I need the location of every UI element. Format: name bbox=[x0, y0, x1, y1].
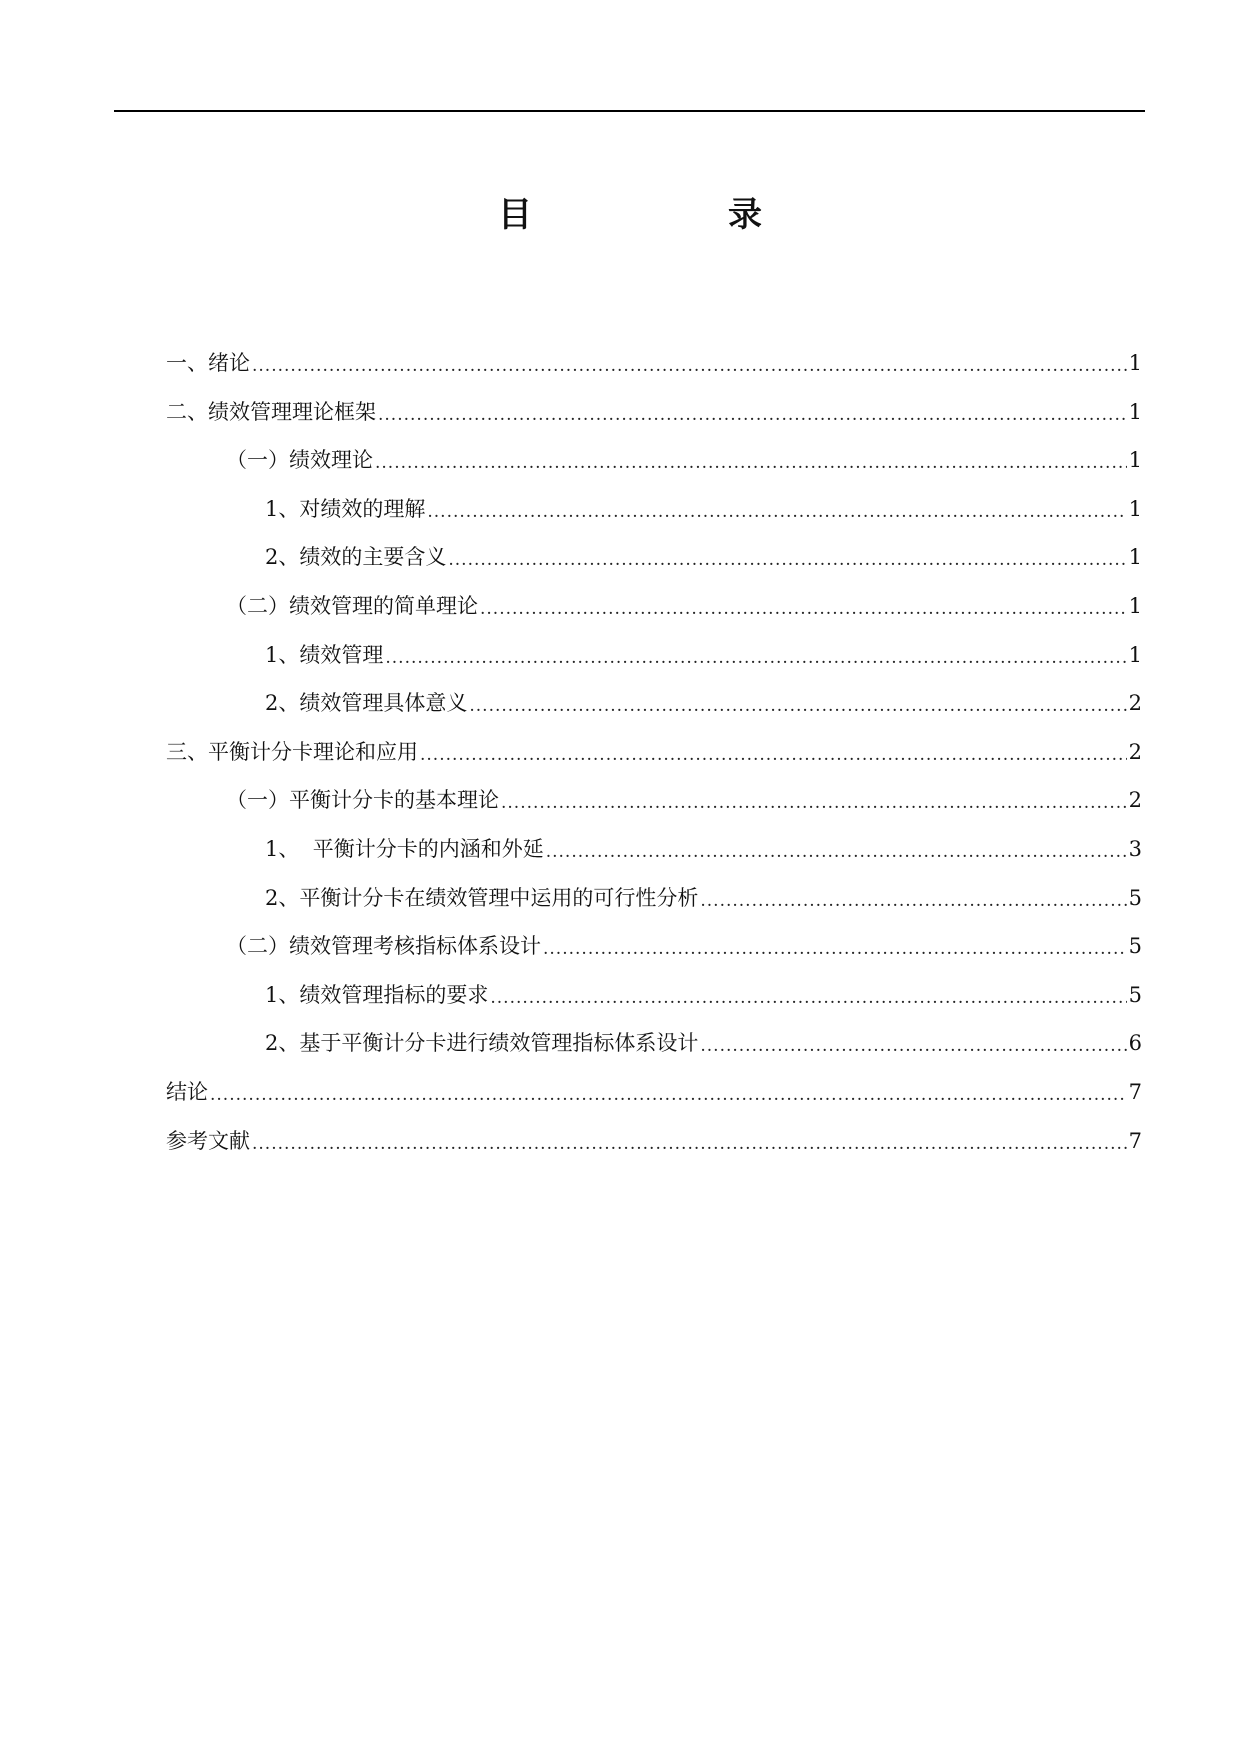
toc-dot-leader bbox=[700, 883, 1126, 913]
toc-entry-references[interactable] bbox=[166, 1124, 1142, 1156]
toc-dot-leader bbox=[480, 591, 1127, 621]
toc-page-number: 2 bbox=[1128, 691, 1142, 716]
toc-entry-label: 三、平衡计分卡理论和应用 bbox=[166, 739, 418, 764]
toc-page-number: 1 bbox=[1128, 448, 1142, 473]
toc-entry-scorecard-basic-theory[interactable] bbox=[226, 783, 1142, 815]
toc-entry-label: 二、绩效管理理论框架 bbox=[166, 399, 376, 424]
toc-entry-label: 2、平衡计分卡在绩效管理中运用的可行性分析 bbox=[265, 885, 699, 910]
toc-entry-indicator-requirements[interactable] bbox=[265, 978, 1142, 1010]
toc-dot-leader bbox=[210, 1077, 1127, 1107]
toc-entry-performance-framework[interactable] bbox=[166, 395, 1142, 427]
toc-entry-indicator-system-design[interactable] bbox=[226, 929, 1142, 961]
toc-entry-management-theory[interactable] bbox=[226, 589, 1142, 621]
toc-page-number: 3 bbox=[1128, 837, 1142, 861]
toc-entry-label: （一）平衡计分卡的基本理论 bbox=[226, 788, 499, 813]
toc-entry-label: （二）绩效管理的简单理论 bbox=[226, 594, 478, 618]
toc-entry-introduction[interactable] bbox=[166, 346, 1142, 378]
toc-entry-label: （一）绩效理论 bbox=[226, 448, 373, 473]
toc-entry-scorecard-indicator-design[interactable] bbox=[265, 1026, 1142, 1058]
toc-dot-leader bbox=[378, 397, 1127, 427]
toc-page-number: 1 bbox=[1128, 496, 1142, 521]
toc-dot-leader bbox=[501, 785, 1127, 815]
toc-dot-leader bbox=[427, 494, 1126, 524]
toc-dot-leader bbox=[543, 931, 1127, 961]
toc-page-number: 1 bbox=[1128, 545, 1142, 570]
toc-entry-performance-management[interactable] bbox=[265, 638, 1142, 670]
toc-entry-label: 参考文献 bbox=[166, 1128, 250, 1153]
toc-dot-leader bbox=[252, 1126, 1127, 1156]
toc-entry-understanding-performance[interactable] bbox=[265, 492, 1142, 524]
toc-entry-management-significance[interactable] bbox=[265, 686, 1142, 718]
toc-page-number: 5 bbox=[1128, 885, 1142, 910]
toc-page-number: 6 bbox=[1128, 1031, 1142, 1056]
toc-dot-leader bbox=[252, 348, 1127, 378]
toc-entry-label: 1、绩效管理指标的要求 bbox=[265, 982, 489, 1007]
toc-title-char-2: 录 bbox=[728, 195, 762, 235]
toc-entry-performance-meaning[interactable] bbox=[265, 540, 1142, 572]
toc-dot-leader bbox=[375, 445, 1127, 475]
toc-page-number: 2 bbox=[1128, 788, 1142, 813]
toc-entry-label: 2、基于平衡计分卡进行绩效管理指标体系设计 bbox=[265, 1031, 699, 1056]
toc-page-number: 7 bbox=[1128, 1128, 1142, 1153]
toc-entry-label: 1、绩效管理 bbox=[265, 642, 384, 667]
toc-dot-leader bbox=[420, 737, 1127, 767]
toc-page-number: 1 bbox=[1128, 399, 1142, 424]
toc-dot-leader bbox=[546, 834, 1127, 864]
toc-dot-leader bbox=[448, 542, 1126, 572]
toc-entry-label: 2、绩效管理具体意义 bbox=[265, 691, 468, 716]
toc-dot-leader bbox=[469, 688, 1126, 718]
toc-entry-label: 2、绩效的主要含义 bbox=[265, 545, 447, 570]
toc-entry-label: 一、绪论 bbox=[166, 351, 250, 375]
toc-page-number: 7 bbox=[1128, 1080, 1142, 1104]
toc-dot-leader bbox=[490, 980, 1126, 1010]
toc-page-number: 5 bbox=[1128, 982, 1142, 1007]
toc-entry-label: 1、对绩效的理解 bbox=[265, 496, 426, 521]
toc-page-number: 1 bbox=[1128, 594, 1142, 618]
toc-entry-scorecard-feasibility[interactable] bbox=[265, 881, 1142, 913]
header-rule bbox=[114, 110, 1145, 112]
toc-entry-conclusion[interactable] bbox=[166, 1075, 1142, 1107]
toc-page-number: 5 bbox=[1128, 934, 1142, 959]
toc-entry-scorecard-connotation[interactable] bbox=[265, 832, 1142, 864]
toc-entry-performance-theory[interactable] bbox=[226, 443, 1142, 475]
toc-title bbox=[0, 195, 1241, 245]
toc-dot-leader bbox=[700, 1028, 1126, 1058]
toc-dot-leader bbox=[385, 640, 1126, 670]
toc-entry-label: （二）绩效管理考核指标体系设计 bbox=[226, 934, 541, 959]
toc-page-number: 1 bbox=[1128, 642, 1142, 667]
toc-page-number: 1 bbox=[1128, 351, 1142, 375]
toc-title-char-1: 目 bbox=[498, 195, 532, 235]
toc-entry-label: 结论 bbox=[166, 1080, 208, 1104]
toc-entry-label: 1、 平衡计分卡的内涵和外延 bbox=[265, 837, 544, 861]
toc-page-number: 2 bbox=[1128, 739, 1142, 764]
toc-entry-balanced-scorecard[interactable] bbox=[166, 735, 1142, 767]
